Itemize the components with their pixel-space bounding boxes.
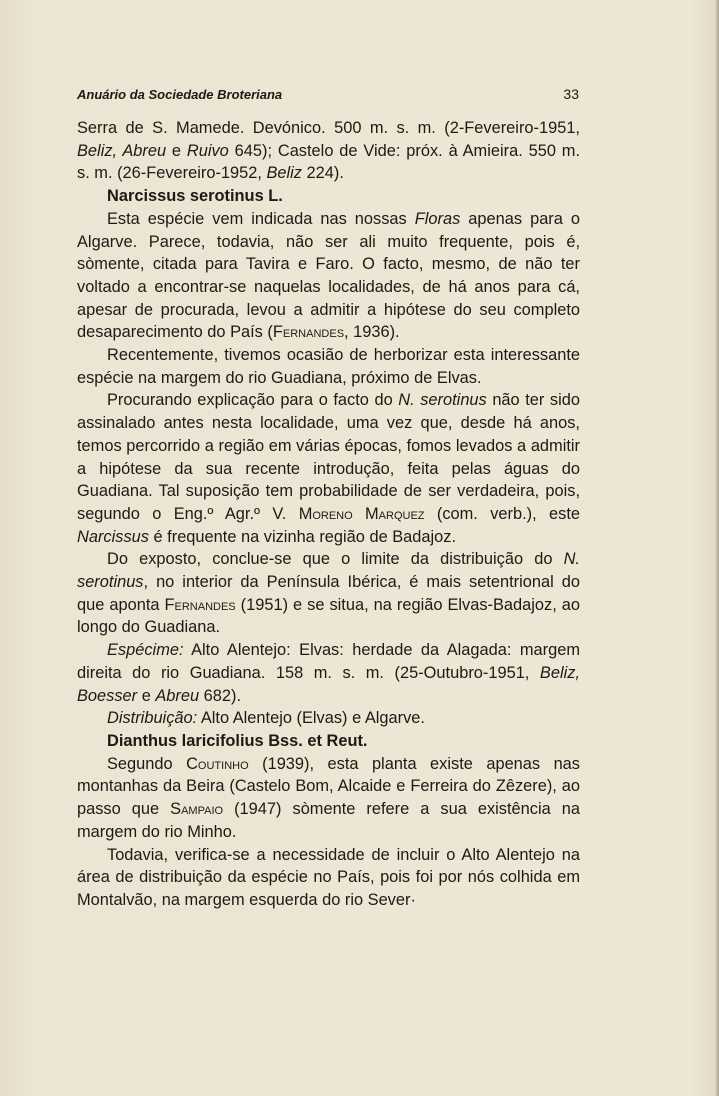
page-number: 33 [563, 86, 579, 102]
page-header [77, 86, 579, 102]
text-run: e [137, 686, 156, 705]
text-run: (1951) e se situa, na região Elvas-Badajoz, ao longo do Guadiana. [77, 595, 581, 637]
italic-text: Abreu [155, 686, 200, 705]
body-text [77, 117, 580, 912]
text-run: , no interior da Península Ibérica, é mais setentrional do que aponta [77, 573, 580, 614]
italic-text: Narcissus [77, 527, 149, 546]
paragraph-recentemente [77, 344, 580, 389]
italic-text: Beliz, Abreu [77, 141, 167, 160]
text-run: Serra de S. Mamede. Devónico. 500 m. s. m. (2-Fevereiro-1951, [77, 119, 580, 137]
italic-text: Beliz, Boesser [77, 663, 580, 705]
italic-text: Beliz [266, 164, 302, 183]
italic-text: Espécime: [107, 641, 184, 660]
running-title: Anuário da Sociedade Broteriana [77, 87, 283, 102]
italic-text: Ruivo [186, 141, 229, 160]
author-name: Moreno Marquez [298, 504, 425, 523]
text-run: (1939), esta planta existe apenas nas montanhas da Beira (Castelo Bom, Alcaide e Ferreira do Zêzere), ao passo que [77, 754, 580, 819]
text-run: 645); Castelo de Vide: próx. à Amieira. 550 m. s. m. (26-Fevereiro-1952, [77, 141, 580, 183]
paragraph-serra-de-s-mamede [77, 117, 580, 185]
italic-text: Floras [414, 209, 461, 228]
text-run: Alto Alentejo (Elvas) e Algarve. [197, 709, 425, 728]
author-name: Fernandes [272, 323, 345, 342]
text-run: Recentemente, tivemos ocasião de herborizar esta interessante espécie na margem do rio Guadiana, próximo de Elvas. [77, 346, 580, 387]
paragraph-floras [77, 208, 580, 344]
paragraph-procurando [77, 389, 580, 548]
text-run: não ter sido assinalado antes nesta localidade, uma vez que, desde há anos, temos percorrido a região em várias épocas, fomos levados a admitir a hipótese da sua recente introdução, feita pelas águas do Guadiana. Tal suposição tem probabilidade de ser verdadeira, pois, segundo o Eng.º Agr.º V. [77, 391, 580, 523]
text-run: 224). [302, 164, 344, 183]
text-run: Procurando explicação para o facto do [107, 391, 399, 410]
text-run: Do exposto, conclue-se que o limite da distribuição do [107, 550, 564, 569]
text-run: , 1936). [344, 323, 400, 342]
text-run: (com. verb.), este [424, 504, 580, 523]
paragraph-segundo-coutinho [77, 753, 580, 844]
paragraph-especime [77, 639, 580, 707]
page-edge-shadow [715, 0, 719, 1096]
section-heading-dianthus: Dianthus laricifolius Bss. et Reut. [107, 731, 368, 750]
text-run: (1947) sòmente refere a sua existência na margem do rio Minho. [77, 800, 580, 841]
italic-text: N. serotinus [398, 391, 487, 410]
author-name: Fernandes [164, 595, 236, 614]
paragraph-do-exposto [77, 548, 580, 639]
paragraph-todavia [77, 844, 580, 912]
text-run: 682). [199, 686, 242, 705]
text-run: Esta espécie vem indicada nas nossas [107, 209, 415, 228]
text-run: Segundo [107, 754, 187, 773]
italic-text: Distribuição: [107, 709, 198, 728]
text-run: é frequente na vizinha região de Badajoz. [148, 527, 457, 546]
text-run: Todavia, verifica-se a necessidade de incluir o Alto Alentejo na área de distribuição da espécie no País, pois foi por nós colhida em Montalvão, na margem esquerda do rio Sever· [77, 845, 580, 909]
author-name: Coutinho [186, 754, 249, 773]
section-heading-narcissus: Narcissus serotinus L. [107, 187, 283, 206]
text-run: Alto Alentejo: Elvas: herdade da Alagada: margem direita do rio Guadiana. 158 m. s. m. (25-Outubro-1951, [77, 641, 580, 682]
text-run: e [166, 141, 187, 160]
italic-text: N. serotinus [77, 550, 580, 592]
text-run: apenas para o Algarve. Parece, todavia, não ser ali muito frequente, pois é, sòmente, citada para Tavira e Faro. O facto, mesmo, de não ter voltado a encontrar-se naquelas localidades, de há anos para cá, apesar de procurada, levou a admitir a hipótese do seu completo desaparecimento do País ( [77, 209, 581, 342]
paragraph-distribuicao [77, 707, 580, 730]
author-name: Sampaio [170, 800, 224, 819]
